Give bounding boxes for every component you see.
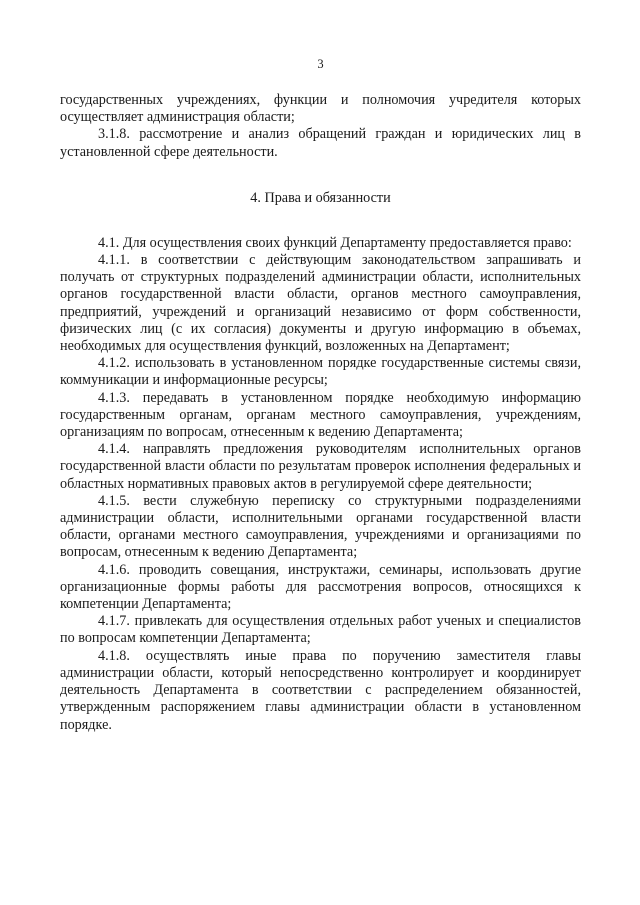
clause-4-1-6: 4.1.6. проводить совещания, инструктажи, семинары, использовать другие организационные формы работы для рассмотрения вопросов, относящихся к компетенции Департамента; (60, 561, 581, 613)
clause-4-1: 4.1. Для осуществления своих функций Департаменту предоставляется право: (98, 234, 572, 251)
clause-4-1-5: 4.1.5. вести служебную переписку со структурными подразделениями администрации области, исполнительными органами государственной власти области, органами местного самоуправления, учреждениями и организациями по вопросам, отнесенным к ведению Департамента; (60, 492, 581, 561)
clause-4-1-2: 4.1.2. использовать в установленном порядке государственные системы связи, коммуникации и информационные ресурсы; (60, 355, 581, 389)
document-page (60, 56, 581, 734)
clause-3-1-8: 3.1.8. рассмотрение и анализ обращений граждан и юридических лиц в установленной сфере деятельности. (60, 126, 581, 160)
clause-4-1-8: 4.1.8. осуществлять иные права по поручению заместителя главы администрации области, который непосредственно контролирует и координирует деятельность Департамента в соответствии с распределением обязанностей, утвержденным распоряжением главы администрации области в установленном порядке. (60, 647, 581, 733)
clause-4-1-3: 4.1.3. передавать в установленном порядке необходимую информацию государственным органам, органам местного самоуправления, учреждениям, организациям по вопросам, отнесенным к ведению Департамента; (60, 389, 581, 441)
section-heading: 4. Права и обязанности (250, 189, 391, 206)
page-number: 3 (317, 57, 324, 71)
continuation-paragraph: государственных учреждениях, функции и полномочия учредителя которых осуществляет администрация области; (60, 92, 581, 126)
clause-4-1-1: 4.1.1. в соответствии с действующим законодательством запрашивать и получать от структурных подразделений администрации области, исполнительных органов государственной власти области, органов местного самоуправления, предприятий, учреждений и организаций независимо от форм собственности, физических лиц (с их согласия) документы и другую информацию в объемах, необходимых для осуществления функций, возложенных на Департамент; (60, 252, 581, 355)
clause-4-1-4: 4.1.4. направлять предложения руководителям исполнительных органов государственной власти области по результатам проверок исполнения федеральных и областных нормативных правовых актов в регулируемой сфере деятельности; (60, 441, 581, 492)
clause-4-1-7: 4.1.7. привлекать для осуществления отдельных работ ученых и специалистов по вопросам компетенции Департамента; (60, 613, 581, 647)
